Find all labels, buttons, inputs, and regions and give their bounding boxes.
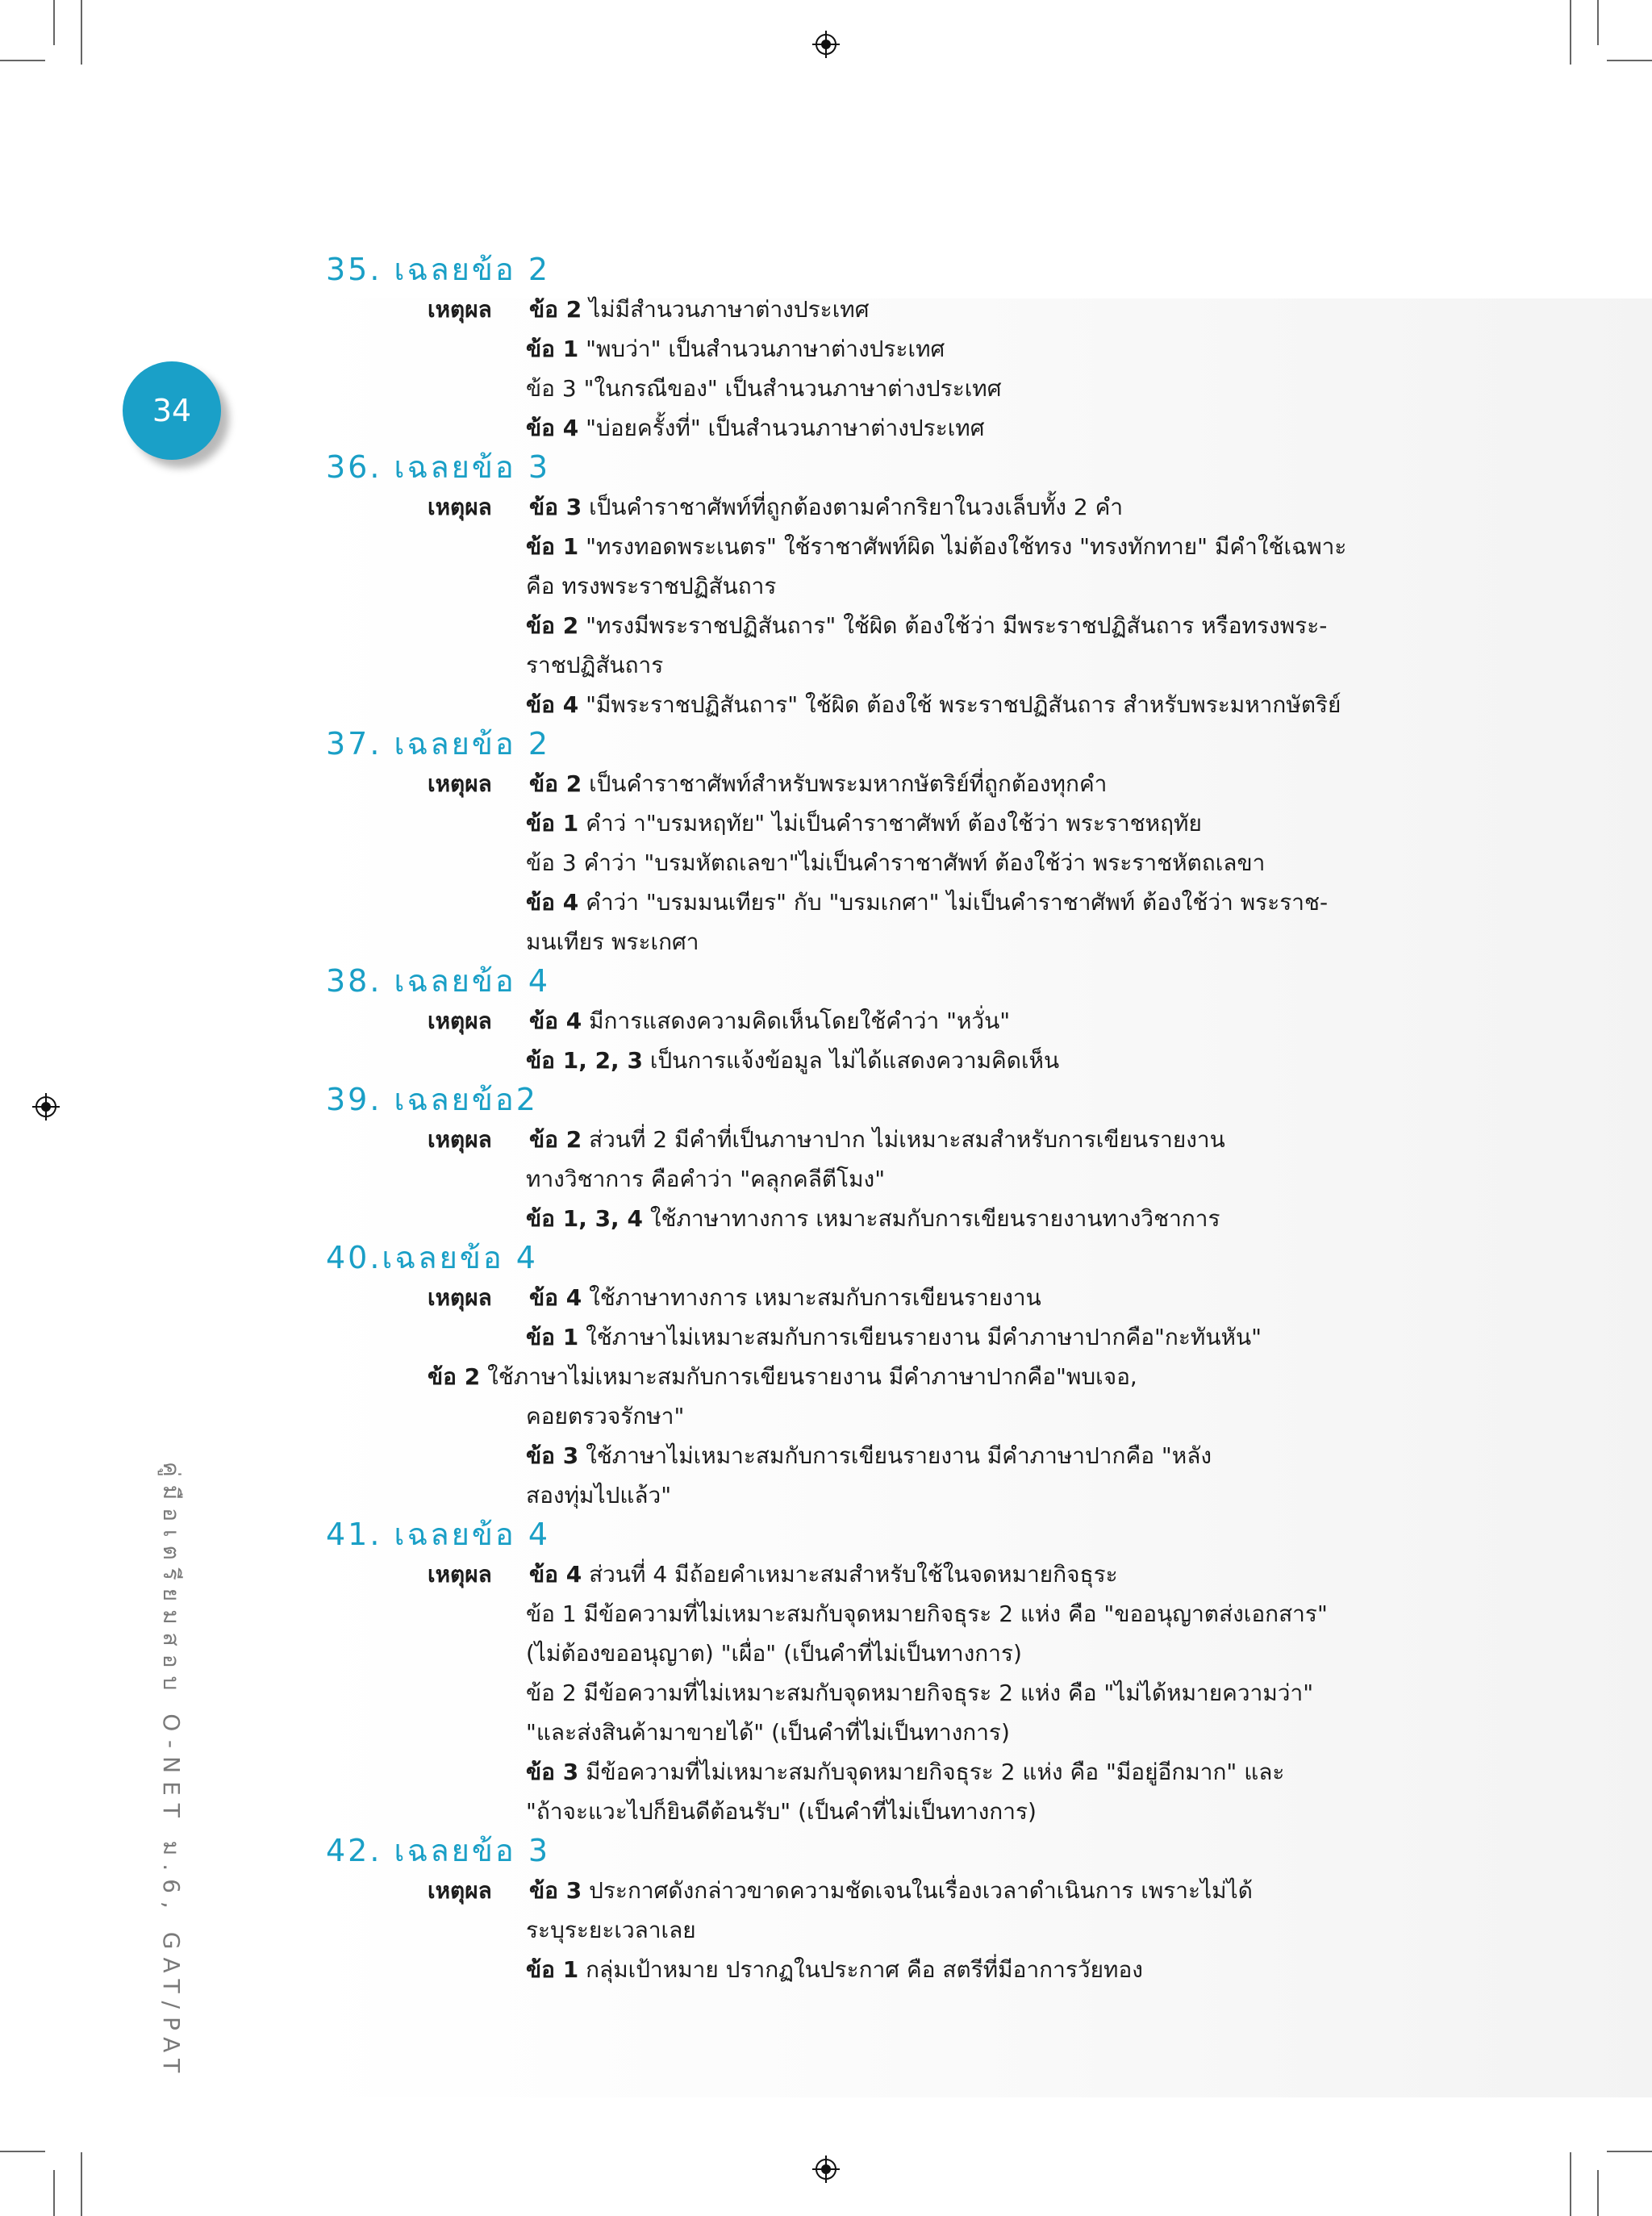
- choice-number: ข้อ 1, 2, 3: [526, 1047, 643, 1074]
- explanation-line: [326, 606, 1423, 645]
- choice-number: ข้อ 3: [529, 1877, 582, 1904]
- answer-heading: 38. เฉลยข้อ 4: [326, 963, 550, 999]
- explanation-line: [326, 329, 1423, 369]
- explanation-line: [326, 487, 1423, 527]
- choice-number: ข้อ 2: [529, 296, 582, 323]
- answer-heading: 40.เฉลยข้อ 4: [326, 1240, 538, 1275]
- explanation-text: "มีพระราชปฏิสันถาร" ใช้ผิด ต้องใช้ พระราชปฏิสันถาร สำหรับพระมหากษัตริย์: [578, 691, 1341, 718]
- crop-mark: [81, 2152, 82, 2216]
- explanation-text: เป็นคำราชาศัพท์ที่ถูกต้องตามคำกริยาในวงเล็บทั้ง 2 คำ: [582, 494, 1124, 520]
- explanation-text: ไม่มีสำนวนภาษาต่างประเทศ: [582, 296, 870, 323]
- reason-label: เหตุผล: [428, 1126, 492, 1153]
- explanation-line: [326, 369, 1423, 408]
- explanation-text: ระบุระยะเวลาเลย: [526, 1917, 696, 1943]
- explanation-line: [326, 1357, 1423, 1396]
- crop-mark: [53, 2170, 55, 2216]
- registration-mark-left: [32, 1093, 60, 1121]
- explanation-text: ใช้ภาษาไม่เหมาะสมกับการเขียนรายงาน มีคำภาษาปากคือ "หลัง: [578, 1442, 1212, 1469]
- choice-number: ข้อ 1: [526, 810, 579, 837]
- answer-section: [326, 250, 1423, 448]
- explanation-line: [326, 1436, 1423, 1475]
- reason-label: เหตุผล: [428, 494, 492, 520]
- explanation-line: [326, 1792, 1423, 1831]
- explanation-text: ใช้ภาษาไม่เหมาะสมกับการเขียนรายงาน มีคำภาษาปากคือ"พบเจอ,: [480, 1363, 1137, 1390]
- answer-section: [326, 1515, 1423, 1831]
- explanation-text: "ทรงมีพระราชปฏิสันถาร" ใช้ผิด ต้องใช้ว่า มีพระราชปฏิสันถาร หรือทรงพระ-: [578, 612, 1328, 639]
- choice-number: ข้อ 4: [529, 1008, 582, 1034]
- explanation-line: [326, 1594, 1423, 1634]
- explanation-line: [326, 566, 1423, 606]
- crop-mark: [1597, 2170, 1599, 2216]
- explanation-line: [326, 1317, 1423, 1357]
- explanation-line: [326, 1752, 1423, 1792]
- answer-heading: 37. เฉลยข้อ 2: [326, 726, 550, 762]
- crop-mark: [1607, 60, 1652, 61]
- choice-number: ข้อ 2: [526, 612, 579, 639]
- explanation-text: ส่วนที่ 4 มีถ้อยคำเหมาะสมสำหรับใช้ในจดหมายกิจธุระ: [582, 1561, 1118, 1588]
- explanation-text: "ถ้าจะแวะไปก็ยินดีต้อนรับ" (เป็นคำที่ไม่เป็นทางการ): [526, 1798, 1037, 1825]
- reason-label: เหตุผล: [428, 770, 492, 797]
- choice-number: ข้อ 1: [526, 533, 579, 560]
- explanation-text: กลุ่มเป้าหมาย ปรากฏในประกาศ คือ สตรีที่มีอาการวัยทอง: [578, 1956, 1143, 1983]
- explanation-line: [326, 1278, 1423, 1317]
- reason-label: เหตุผล: [428, 1561, 492, 1588]
- explanation-text: มีการแสดงความคิดเห็นโดยใช้คำว่า "หวั่น": [582, 1008, 1011, 1034]
- explanation-line: [326, 1159, 1423, 1199]
- explanation-text: ประกาศดังกล่าวขาดความชัดเจนในเรื่องเวลาดำเนินการ เพราะไม่ได้: [582, 1877, 1253, 1904]
- explanation-text: (ไม่ต้องขออนุญาต) "เผื่อ" (เป็นคำที่ไม่เป็นทางการ): [526, 1640, 1022, 1667]
- explanation-text: ใช้ภาษาไม่เหมาะสมกับการเขียนรายงาน มีคำภาษาปากคือ"กะทันหัน": [578, 1324, 1262, 1350]
- choice-number: ข้อ 1, 3, 4: [526, 1205, 643, 1232]
- choice-number: ข้อ 2: [529, 1126, 582, 1153]
- reason-label: เหตุผล: [428, 1284, 492, 1311]
- explanation-line: [326, 843, 1423, 883]
- explanation-text: ราชปฏิสันถาร: [526, 652, 664, 678]
- crop-mark: [1570, 2152, 1571, 2216]
- registration-mark-top: [812, 31, 840, 58]
- crop-mark: [1607, 2151, 1652, 2152]
- choice-number: ข้อ 4: [529, 1284, 582, 1311]
- answer-section: [326, 962, 1423, 1080]
- answer-heading: 36. เฉลยข้อ 3: [326, 449, 550, 485]
- explanation-line: [326, 1396, 1423, 1436]
- explanation-line: [326, 1910, 1423, 1950]
- explanation-line: [326, 803, 1423, 843]
- choice-number: ข้อ 2: [428, 1363, 481, 1390]
- answer-list: [326, 250, 1423, 1989]
- explanation-line: [326, 1634, 1423, 1673]
- choice-number: ข้อ 4: [526, 415, 579, 441]
- explanation-text: สองทุ่มไปแล้ว": [526, 1482, 672, 1509]
- answer-section: [326, 1831, 1423, 1989]
- crop-mark: [1597, 0, 1599, 45]
- answer-section: [326, 448, 1423, 724]
- explanation-text: เป็นการแจ้งข้อมูล ไม่ได้แสดงความคิดเห็น: [642, 1047, 1060, 1074]
- explanation-line: [326, 645, 1423, 685]
- explanation-text: เป็นคำราชาศัพท์สำหรับพระมหากษัตริย์ที่ถูกต้องทุกคำ: [582, 770, 1108, 797]
- answer-section: [326, 724, 1423, 962]
- explanation-text: ข้อ 3 คำว่า "บรมหัตถเลขา"ไม่เป็นคำราชาศัพท์ ต้องใช้ว่า พระราชหัตถเลขา: [526, 849, 1266, 876]
- explanation-line: [326, 1475, 1423, 1515]
- explanation-line: [326, 1120, 1423, 1159]
- explanation-text: "พบว่า" เป็นสำนวนภาษาต่างประเทศ: [578, 336, 945, 362]
- explanation-text: คอยตรวจรักษา": [526, 1403, 685, 1429]
- choice-number: ข้อ 4: [529, 1561, 582, 1588]
- answer-heading: 39. เฉลยข้อ2: [326, 1082, 538, 1117]
- crop-mark: [0, 2151, 45, 2152]
- reason-label: เหตุผล: [428, 296, 492, 323]
- explanation-line: [326, 1713, 1423, 1752]
- explanation-line: [326, 1555, 1423, 1594]
- side-book-title: คู่มือเตรียมสอบ O-NET ม.6, GAT/PAT: [158, 1462, 185, 2081]
- choice-number: ข้อ 3: [529, 494, 582, 520]
- explanation-line: [326, 408, 1423, 448]
- explanation-text: คำว่า "บรมมนเทียร" กับ "บรมเกศา" ไม่เป็นคำราชาศัพท์ ต้องใช้ว่า พระราช-: [578, 889, 1329, 916]
- explanation-text: "ทรงทอดพระเนตร" ใช้ราชาศัพท์ผิด ไม่ต้องใช้ทรง "ทรงทักทาย" มีคำใช้เฉพาะ: [578, 533, 1347, 560]
- explanation-line: [326, 1001, 1423, 1041]
- explanation-line: [326, 1950, 1423, 1989]
- explanation-text: ข้อ 3 "ในกรณีของ" เป็นสำนวนภาษาต่างประเทศ: [526, 375, 1002, 402]
- explanation-line: [326, 1673, 1423, 1713]
- explanation-text: ข้อ 2 มีข้อความที่ไม่เหมาะสมกับจุดหมายกิจธุระ 2 แห่ง คือ "ไม่ได้หมายความว่า": [526, 1680, 1314, 1706]
- explanation-text: "และส่งสินค้ามาขายได้" (เป็นคำที่ไม่เป็นทางการ): [526, 1719, 1010, 1746]
- choice-number: ข้อ 4: [526, 889, 579, 916]
- explanation-line: [326, 290, 1423, 329]
- explanation-text: มนเทียร พระเกศา: [526, 929, 699, 955]
- choice-number: ข้อ 1: [526, 1324, 579, 1350]
- crop-mark: [53, 0, 55, 45]
- answer-heading: 35. เฉลยข้อ 2: [326, 252, 550, 287]
- choice-number: ข้อ 1: [526, 1956, 579, 1983]
- choice-number: ข้อ 4: [526, 691, 579, 718]
- registration-mark-bottom: [812, 2155, 840, 2183]
- explanation-line: [326, 1199, 1423, 1238]
- page-number-badge: [123, 361, 221, 460]
- choice-number: ข้อ 3: [526, 1759, 579, 1785]
- explanation-line: [326, 1871, 1423, 1910]
- explanation-text: ใช้ภาษาทางการ เหมาะสมกับการเขียนรายงานทางวิชาการ: [642, 1205, 1220, 1232]
- explanation-text: ใช้ภาษาทางการ เหมาะสมกับการเขียนรายงาน: [582, 1284, 1041, 1311]
- choice-number: ข้อ 3: [526, 1442, 579, 1469]
- explanation-text: มีข้อความที่ไม่เหมาะสมกับจุดหมายกิจธุระ 2 แห่ง คือ "มีอยู่อีกมาก" และ: [578, 1759, 1285, 1785]
- explanation-line: [326, 764, 1423, 803]
- explanation-text: ข้อ 1 มีข้อความที่ไม่เหมาะสมกับจุดหมายกิจธุระ 2 แห่ง คือ "ขออนุญาตส่งเอกสาร": [526, 1600, 1328, 1627]
- answer-section: [326, 1238, 1423, 1515]
- crop-mark: [1570, 0, 1571, 65]
- explanation-line: [326, 527, 1423, 566]
- explanation-text: ส่วนที่ 2 มีคำที่เป็นภาษาปาก ไม่เหมาะสมสำหรับการเขียนรายงาน: [582, 1126, 1225, 1153]
- crop-mark: [0, 60, 45, 61]
- explanation-text: ทางวิชาการ คือคำว่า "คลุกคลีตีโมง": [526, 1166, 886, 1192]
- explanation-line: [326, 685, 1423, 724]
- choice-number: ข้อ 1: [526, 336, 579, 362]
- explanation-line: [326, 1041, 1423, 1080]
- reason-label: เหตุผล: [428, 1877, 492, 1904]
- reason-label: เหตุผล: [428, 1008, 492, 1034]
- explanation-text: คำว่ า"บรมหฤทัย" ไม่เป็นคำราชาศัพท์ ต้องใช้ว่า พระราชหฤทัย: [578, 810, 1202, 837]
- choice-number: ข้อ 2: [529, 770, 582, 797]
- answer-heading: 41. เฉลยข้อ 4: [326, 1517, 550, 1552]
- crop-mark: [81, 0, 82, 65]
- answer-heading: 42. เฉลยข้อ 3: [326, 1833, 550, 1868]
- explanation-line: [326, 922, 1423, 962]
- explanation-text: "บ่อยครั้งที่" เป็นสำนวนภาษาต่างประเทศ: [578, 415, 985, 441]
- explanation-text: คือ ทรงพระราชปฏิสันถาร: [526, 573, 777, 599]
- answer-section: [326, 1080, 1423, 1238]
- explanation-line: [326, 883, 1423, 922]
- page-number: 34: [152, 393, 192, 428]
